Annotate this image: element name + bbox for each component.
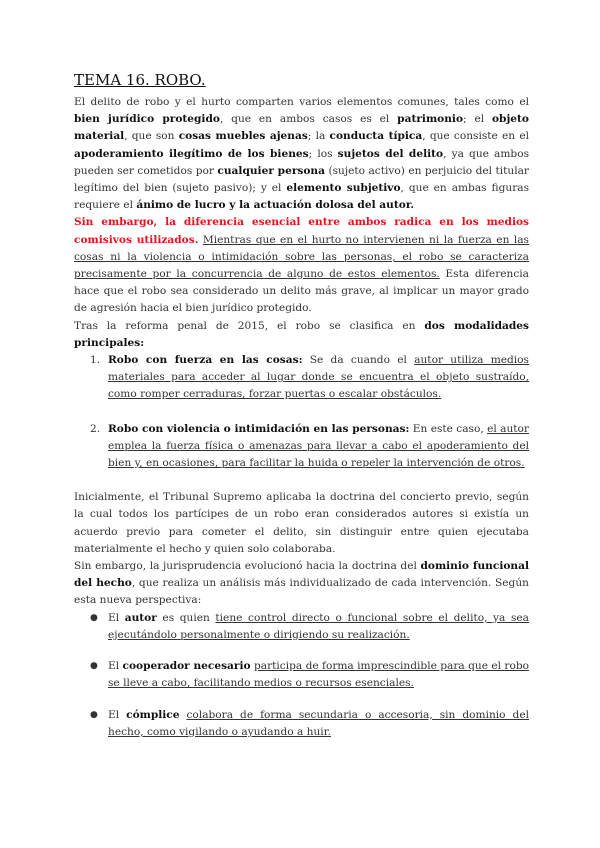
intro-bold: ánimo de lucro y la actuación dolosa del autor. xyxy=(136,199,415,212)
document-page xyxy=(74,70,529,741)
dominio-text: Sin embargo, la jurisprudencia evolucionó hacia la doctrina del xyxy=(74,560,421,573)
list-item xyxy=(74,707,529,741)
dominio-bold: dominio funcional del hecho xyxy=(74,560,529,590)
spacer xyxy=(74,404,529,421)
intro-text: , que son xyxy=(124,130,179,143)
intro-text: , que consiste en el xyxy=(422,130,529,143)
role-text xyxy=(180,709,187,721)
intro-text: , ya que ambos pueden ser cometidos por xyxy=(74,147,530,177)
intro-bold: cosas muebles ajenas xyxy=(178,130,308,143)
list-number: 1. xyxy=(90,354,101,367)
intro-bold: sujetos del delito xyxy=(337,147,444,160)
role-underlined: tiene control directo o funcional sobre el delito, ya sea ejecutándolo personalmente o dirigiendo su realización. xyxy=(108,611,529,641)
intro-text: ; la xyxy=(307,130,330,143)
intro-text: El delito de robo y el hurto comparten varios elementos comunes, tales como el xyxy=(74,96,529,108)
modality-underlined: autor utiliza medios materiales para acceder al lugar donde se encuentra el objeto sustraído, como romper cerraduras, forzar puertas o escalar obstáculos. xyxy=(108,354,529,401)
difference-paragraph xyxy=(74,214,529,317)
intro-text: ; los xyxy=(308,147,338,160)
list-item xyxy=(74,352,529,404)
modalities-list xyxy=(74,352,529,472)
modality-title: Robo con violencia o intimidación en las personas: xyxy=(108,422,410,435)
list-number: 2. xyxy=(90,422,101,435)
spacer xyxy=(74,472,529,489)
difference-underlined: Mientras que en el hurto no intervienen ni la fuerza en las cosas ni la violencia o intimidación sobre las personas, el robo se caracteriza precisamente por la concurrencia de alguno de estos elementos. xyxy=(74,233,529,281)
modality-text: En este caso, xyxy=(409,422,488,435)
bullet-icon: ● xyxy=(90,612,98,623)
modality-title: Robo con fuerza en las cosas: xyxy=(108,354,303,367)
role-text: es quien xyxy=(156,611,216,624)
intro-bold: cualquier persona xyxy=(217,164,325,177)
intro-bold: bien jurídico protegido xyxy=(74,113,220,126)
role-title: cómplice xyxy=(126,708,180,721)
intro-bold: conducta típica xyxy=(329,130,423,143)
roles-list xyxy=(74,610,529,741)
difference-text: Esta diferencia hace que el robo sea considerado un delito más grave, al implicar un mayor grado de agresión hacia el bien jurídico protegido. xyxy=(74,268,529,315)
bullet-icon: ● xyxy=(90,661,98,672)
dominio-paragraph xyxy=(74,558,529,610)
concierto-paragraph: Inicialmente, el Tribunal Supremo aplicaba la doctrina del concierto previo, según la cual todos los partícipes de un robo eran considerados autores si existía un acuerdo previo para cometer el delito, sin distinguir entre quien ejecutaba materialmente el hecho y quien solo colaboraba. xyxy=(74,491,529,555)
list-item xyxy=(74,658,529,692)
list-item xyxy=(74,421,529,473)
role-text: El xyxy=(108,708,127,721)
reform-text: Tras la reforma penal de 2015, el robo se clasifica en xyxy=(74,319,425,332)
role-text: El xyxy=(108,611,125,624)
reform-paragraph xyxy=(74,318,529,352)
page-title: TEMA 16. ROBO. xyxy=(74,71,206,89)
role-underlined: participa de forma imprescindible para que el robo se lleve a cabo, facilitando medios o recursos esenciales. xyxy=(108,660,530,690)
intro-bold: apoderamiento ilegítimo de los bienes xyxy=(74,147,309,160)
bullet-icon: ● xyxy=(90,709,98,720)
spacer xyxy=(74,693,529,707)
intro-text: , que en ambos casos es el xyxy=(219,113,398,126)
intro-text: (sujeto activo) en perjuicio del titular legítimo del bien (sujeto pasivo); y el xyxy=(74,164,529,195)
intro-bold: elemento subjetivo xyxy=(286,182,401,195)
spacer xyxy=(74,644,529,658)
role-text: El xyxy=(108,660,123,673)
difference-highlight: Sin embargo, la diferencia esencial entre ambos radica en los medios comisivos utilizados. xyxy=(74,216,529,246)
list-item xyxy=(74,610,529,644)
intro-text: ; el xyxy=(463,113,492,126)
role-title: cooperador necesario xyxy=(122,660,251,673)
modality-text: Se da cuando el xyxy=(302,354,415,367)
role-title: autor xyxy=(124,611,157,624)
intro-bold: patrimonio xyxy=(397,113,464,126)
role-underlined: colabora de forma secundaria o accesoria, sin dominio del hecho, como vigilando o ayudando a huir. xyxy=(108,708,529,738)
dominio-text: , que realiza un análisis más individualizado de cada intervención. Según esta nueva perspectiva: xyxy=(74,577,529,607)
intro-bold: objeto material xyxy=(74,113,529,143)
modality-underlined: el autor emplea la fuerza física o amenazas para llevar a cabo el apoderamiento del bien y, en ocasiones, para facilitar la huida o repeler la intervención de otros. xyxy=(108,422,529,470)
intro-paragraph xyxy=(74,94,529,214)
reform-bold: dos modalidades principales: xyxy=(74,319,529,349)
intro-text: , que en ambas figuras requiere el xyxy=(74,182,530,212)
